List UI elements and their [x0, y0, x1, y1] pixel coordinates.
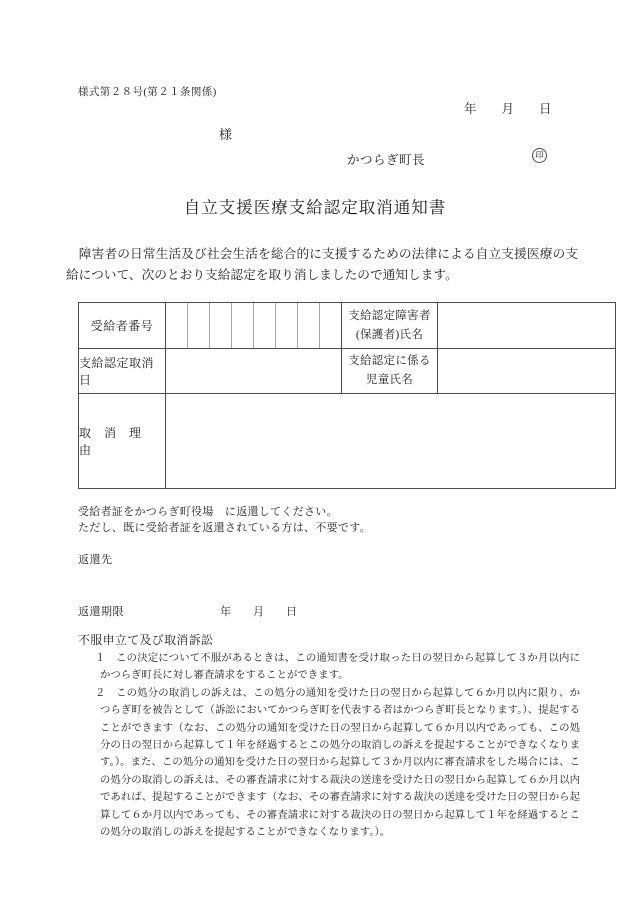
- cancellation-reason-label: 取 消 理 由: [79, 394, 166, 489]
- return-notice-line1: 受給者証をかつらぎ町役場 に返還してください。: [78, 506, 338, 518]
- return-to-label: 返還先: [78, 554, 113, 566]
- recipient-number-digit-cell: [320, 303, 341, 348]
- cancellation-reason-value: [166, 394, 616, 489]
- cancellation-date-label: 支給認定取消日: [79, 349, 166, 394]
- child-name-label-line2: 児童氏名: [365, 374, 414, 386]
- issuer-name: かつらぎ町長: [347, 153, 426, 167]
- seal-text: 印: [535, 150, 544, 161]
- child-name-label-line1: 支給認定に係る: [348, 355, 431, 367]
- recipient-number-cells: [166, 303, 342, 349]
- certified-person-label: [342, 303, 438, 349]
- recipient-number-digit-cell: [254, 303, 276, 348]
- addressee-honorific: 様: [219, 127, 234, 142]
- certified-person-label-line2: (保護者)氏名: [355, 328, 424, 341]
- intro-paragraph: 障害者の日常生活及び社会生活を総合的に支援するための法律による自立支援医療の支給について、次のとおり支給認定を取り消しましたので通知します。: [66, 247, 578, 282]
- appeal-item-1: １ この決定について不服があるときは、この通知書を受け取った日の翌日から起算して３か月以内にかつらぎ町長に対し審査請求をすることができます。: [95, 653, 580, 682]
- appeal-heading: 不服申立て及び取消訴訟: [78, 633, 214, 647]
- recipient-number-digit-cell: [232, 303, 254, 348]
- certified-person-value: [438, 303, 616, 349]
- appeal-item-2: ２ この処分の取消しの訴えは、この処分の通知を受けた日の翌日から起算して６か月以内に限り、かつらぎ町を被告として（訴訟においてかつらぎ町を代表する者はかつらぎ町長となります。）、提起することができます（なお、この処分の通知を受けた日の翌日から起算して６か月以内であっても、この処分の日の翌日から起算して１年を経過するとこの処分の取消しの訴えを提起することができなくなります。）。また、この処分の通知を受けた日の翌日から起算して３か月以内に審査請求をした場合には、この処分の取消しの訴えは、その審査請求に対する裁決の送達を受けた日の翌日から起算して６か月以内であれば、提起することができます（なお、その審査請求に対する裁決の送達を受けた日の翌日から起算して６か月以内であっても、その審査請求に対する裁決の日の翌日から起算して１年を経過するとこの処分の取消しの訴えを提起することができなくなります。）。: [95, 687, 580, 839]
- page-title: 自立支援医療支給認定取消通知書: [183, 198, 447, 217]
- issue-date: 年 月 日: [464, 102, 552, 116]
- recipient-number-digit-cell: [298, 303, 320, 348]
- child-name-label: [342, 349, 438, 394]
- return-deadline-date: 年 月 日: [220, 606, 297, 618]
- return-deadline-label: 返還期限: [78, 606, 124, 618]
- recipient-number-digit-cell: [276, 303, 298, 348]
- certified-person-label-line1: 支給認定障害者: [348, 309, 431, 322]
- recipient-number-digit-cell: [166, 303, 188, 348]
- child-name-value: [438, 349, 616, 394]
- certification-table: [78, 302, 616, 489]
- recipient-number-digit-cell: [188, 303, 210, 348]
- form-number: 様式第２８号(第２１条関係): [78, 87, 217, 98]
- appeal-list: [78, 650, 580, 841]
- seal-icon: [532, 148, 547, 163]
- recipient-number-digit-cell: [210, 303, 232, 348]
- return-notice: [78, 505, 371, 536]
- cancellation-date-value: [166, 349, 342, 394]
- recipient-number-label: 受給者番号: [79, 303, 166, 349]
- return-notice-line2: ただし、既に受給者証を返還されている方は、不要です。: [78, 521, 371, 534]
